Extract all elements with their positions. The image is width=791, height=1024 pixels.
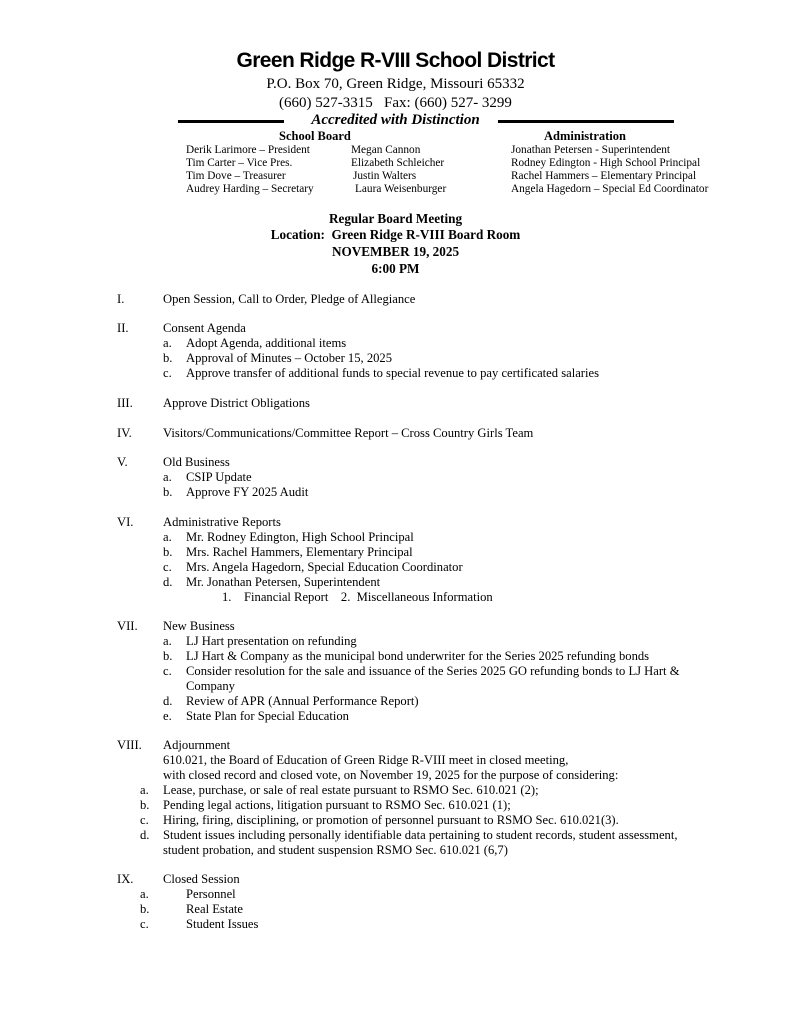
agenda-item: Hiring, firing, disciplining, or promotion of personnel pursuant to RSMO Sec. 610.021(3). [163, 813, 619, 827]
agenda-item: LJ Hart & Company as the municipal bond underwriter for the Series 2025 refunding bonds [186, 649, 650, 663]
agenda-item-letter: d. [163, 575, 173, 589]
agenda-title: New Business [163, 619, 235, 633]
agenda-number: VIII. [117, 738, 142, 752]
meeting-type: Regular Board Meeting [328, 211, 463, 226]
board-member: Tim Dove – Treasurer [186, 170, 286, 182]
accreditation-text: Accredited with Distinction [311, 112, 480, 128]
agenda-title: Closed Session [163, 872, 240, 886]
agenda-number: III. [117, 396, 133, 410]
agenda-item-letter: b. [163, 545, 173, 559]
agenda-title: Visitors/Communications/Committee Report – Cross Country Girls Team [163, 426, 534, 440]
agenda-item-continued: Company [186, 679, 235, 693]
agenda-item: Approve transfer of additional funds to special revenue to pay certificated salaries [186, 366, 599, 380]
agenda-item-letter: b. [163, 649, 173, 663]
agenda-item: Approval of Minutes – October 15, 2025 [186, 351, 393, 365]
agenda-number: VI. [117, 515, 134, 529]
agenda-item: Adopt Agenda, additional items [186, 336, 347, 350]
agenda-item-letter: b. [163, 485, 173, 499]
agenda-item-letter: d. [163, 694, 173, 708]
agenda-item-letter: a. [140, 783, 149, 797]
board-member: Audrey Harding – Secretary [186, 183, 314, 195]
agenda-title: Old Business [163, 455, 230, 469]
board-member: Elizabeth Schleicher [351, 157, 445, 169]
board-member: Megan Cannon [351, 144, 421, 156]
agenda-item-continued: student probation, and student suspension RSMO Sec. 610.021 (6,7) [163, 843, 508, 857]
superintendent-sub-items: 1. Financial Report 2. Miscellaneous Information [222, 590, 493, 604]
agenda-title: Consent Agenda [163, 321, 246, 335]
district-name: Green Ridge R-VIII School District [236, 49, 555, 72]
agenda-item-letter: c. [140, 813, 149, 827]
agenda-item-letter: c. [163, 366, 172, 380]
agenda-item: Mrs. Angela Hagedorn, Special Education Coordinator [186, 560, 463, 574]
agenda-item: Approve FY 2025 Audit [186, 485, 309, 499]
meeting-location: Location: Green Ridge R-VIII Board Room [270, 227, 521, 242]
closed-meeting-intro: with closed record and closed vote, on November 19, 2025 for the purpose of considering: [163, 768, 619, 782]
meeting-date: NOVEMBER 19, 2025 [331, 244, 460, 259]
agenda-item-letter: a. [163, 634, 172, 648]
agenda-number: IX. [117, 872, 134, 886]
agenda-title: Administrative Reports [163, 515, 281, 529]
board-member: Laura Weisenburger [355, 183, 447, 195]
agenda-item: Mrs. Rachel Hammers, Elementary Principal [186, 545, 413, 559]
agenda-item: Personnel [186, 887, 236, 901]
board-member: Derik Larimore – President [186, 144, 310, 156]
board-member: Tim Carter – Vice Pres. [186, 157, 293, 169]
agenda-title: Open Session, Call to Order, Pledge of Allegiance [163, 292, 416, 306]
agenda-item: Consider resolution for the sale and issuance of the Series 2025 GO refunding bonds to LJ Hart & [186, 664, 680, 678]
school-board-heading: School Board [279, 129, 351, 143]
administrator: Angela Hagedorn – Special Ed Coordinator [511, 183, 709, 195]
agenda-item-letter: b. [163, 351, 173, 365]
administrator: Rachel Hammers – Elementary Principal [511, 170, 697, 182]
agenda-item-letter: a. [163, 530, 172, 544]
agenda-number: VII. [117, 619, 138, 633]
agenda-number: IV. [117, 426, 132, 440]
agenda-item: Mr. Jonathan Petersen, Superintendent [186, 575, 381, 589]
agenda-item-letter: d. [140, 828, 150, 842]
district-phone-fax: (660) 527-3315 Fax: (660) 527- 3299 [279, 95, 512, 111]
administrator: Jonathan Petersen - Superintendent [511, 144, 671, 156]
agenda-item: Student Issues [186, 917, 259, 931]
agenda-item-letter: c. [163, 664, 172, 678]
agenda-title: Adjournment [163, 738, 231, 752]
agenda-item: LJ Hart presentation on refunding [186, 634, 357, 648]
agenda-item-letter: b. [140, 902, 150, 916]
agenda-item-letter: c. [163, 560, 172, 574]
board-member: Justin Walters [353, 170, 417, 182]
agenda-title: Approve District Obligations [163, 396, 310, 410]
agenda-item: Pending legal actions, litigation pursuant to RSMO Sec. 610.021 (1); [163, 798, 511, 812]
agenda-item: Mr. Rodney Edington, High School Principal [186, 530, 414, 544]
agenda-item-letter: b. [140, 798, 150, 812]
agenda-item: CSIP Update [186, 470, 252, 484]
agenda-item: Student issues including personally identifiable data pertaining to student records, student assessment, [163, 828, 678, 842]
agenda-number: I. [117, 292, 125, 306]
agenda-item-letter: a. [163, 470, 172, 484]
district-address: P.O. Box 70, Green Ridge, Missouri 65332 [266, 76, 525, 92]
administration-heading: Administration [544, 129, 626, 143]
agenda-item-letter: c. [140, 917, 149, 931]
agenda-item: Real Estate [186, 902, 243, 916]
agenda-item-letter: a. [163, 336, 172, 350]
closed-meeting-intro: 610.021, the Board of Education of Green Ridge R-VIII meet in closed meeting, [163, 753, 569, 767]
meeting-time: 6:00 PM [371, 261, 420, 276]
agenda-item: Lease, purchase, or sale of real estate pursuant to RSMO Sec. 610.021 (2); [163, 783, 539, 797]
agenda-item-letter: e. [163, 709, 172, 723]
agenda-item: State Plan for Special Education [186, 709, 349, 723]
agenda-number: II. [117, 321, 129, 335]
agenda-item-letter: a. [140, 887, 149, 901]
agenda-item: Review of APR (Annual Performance Report) [186, 694, 419, 708]
agenda-number: V. [117, 455, 128, 469]
administrator: Rodney Edington - High School Principal [511, 157, 701, 169]
